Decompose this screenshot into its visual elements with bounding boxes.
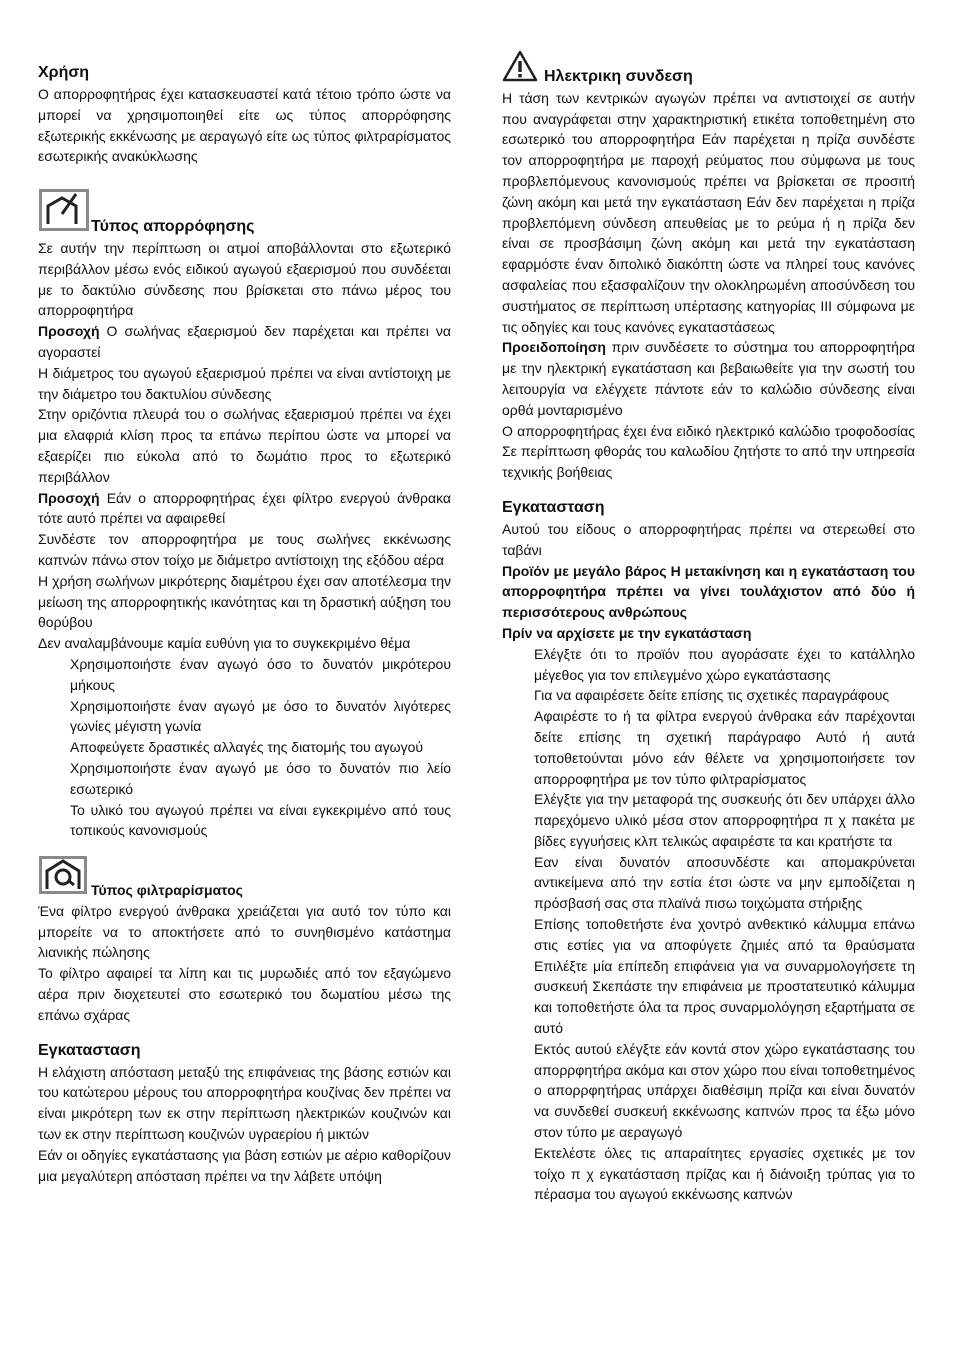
left-column xyxy=(38,62,451,1186)
filter-heading: Τύπος φιλτραρίσματος xyxy=(91,881,243,898)
list-item: Εκτός αυτού ελέγξτε εάν κοντά στον χώρο εγκατάστασης του απορρφητήρα ακόμα και στον χώρο που είναι τοποθετημένος ο απορρφητήρας υπάρχει διαθέσιμη πρίζα και είναι δυνατόν να συνδεθεί συσκευή εκκένωσης καπνών προς τα έξω μόνο στον τύπο με αεραγωγό xyxy=(534,1040,915,1141)
extraction-p4: Στην οριζόντια πλευρά του ο σωλήνας εξαερισμού πρέπει να έχει μια ελαφριά κλίση προς τα επάνω περίπου ώστε να μπορεί να εξαερίζει πιο εύκολα από το δωμάτιο προς το εξωτερικό περιβάλλον xyxy=(38,406,451,485)
usage-text: Ο απορροφητήρας έχει κατασκευαστεί κατά τέτοιο τρόπο ώστε να μπορεί να χρησιμοποιηθεί είτε ως τύπος απορρόφησης εξωτερικής εκκένωσης με αεραγωγό είτε ως τύπος φιλτραρίσματος εσωτερικής ανακύκλωσης xyxy=(38,86,451,165)
heavy-product-warning: Προϊόν με μεγάλο βάρος Η μετακίνηση και η εγκατάσταση του απορροφητήρα πρέπει να γίνει τουλάχιστον από δύο ή περισσότερους ανθρώπους xyxy=(502,562,915,621)
list-item: Ελέγξτε ότι το προϊόν που αγοράσατε έχει το κατάλληλο μέγεθος για τον επιλεγμένο χώρο εγκατάστασης xyxy=(534,645,915,683)
left-install-p1: Η ελάχιστη απόσταση μεταξύ της επιφάνειας της βάσης εστιών και του κατώτερου μέρους του απορροφητήρα κουζίνας δεν πρέπει να είναι μικρότερη των εκ στην περίπτωση ηλεκτρικών κουζινών και των εκ στην περίπτωση κουζινών υγραερίου ή μικτών xyxy=(38,1063,451,1143)
list-item: Χρησιμοποιήστε έναν αγωγό με όσο το δυνατόν λιγότερες γωνίες μέγιστη γωνία xyxy=(70,697,451,735)
list-item: Για να αφαιρέσετε δείτε επίσης τις σχετικές παραγράφους xyxy=(534,687,890,704)
list-item: Χρησιμοποιήστε έναν αγωγό με όσο το δυνατόν πιο λείο εσωτερικό xyxy=(70,759,451,797)
list-item: Ελέγξτε για την μεταφορά της συσκευής ότι δεν υπάρχει άλλο παρεχόμενο υλικό μέσα στον απορροφητήρα π χ πακέτα με βίδες εγγυήσεις κλπ τελικώς αφαιρέστε τα και κρατήστε τα xyxy=(534,791,915,849)
electrical-p2 xyxy=(502,337,915,420)
left-install-heading: Εγκατασταση xyxy=(38,1041,141,1059)
list-item: Εκτελέστε όλες τις απαραίτητες εργασίες σχετικές με τον τοίχο π χ εγκατάσταση πρίζας και ή διάνοιξη τρύπας για το πέρασμα του αγωγού εκκένωσης καπνών xyxy=(534,1144,915,1203)
filter-heading-row xyxy=(38,855,451,901)
extraction-heading-row xyxy=(38,188,451,238)
warning-label: Προσοχή xyxy=(38,489,100,506)
duct-extraction-icon xyxy=(38,188,90,238)
usage-heading: Χρήση xyxy=(38,64,90,81)
list-item: Επίσης τοποθετήστε ένα χοντρό ανθεκτικό κάλυμμα επάνω στις εστίες για να αποφύγετε ζημιές από τα θραύσματα Επιλέξτε μία επίπεδη επιφάνεια για να συναρμολογήσετε τη συσκευή Σκεπάστε την επιφάνεια με προστατευτικό κάλυμμα και τοποθετήστε όλα τα προς συναρμολόγηση εξαρτήματα σε αυτό xyxy=(534,916,915,1037)
extraction-p6: Συνδέστε τον απορροφητήρα με τους σωλήνες εκκένωσης καπνών πάνω στον τοίχο με διάμετρο αντίστοιχη της εξόδου αέρα xyxy=(38,531,451,568)
right-column xyxy=(502,50,915,1205)
right-install-p1: Αυτού του είδους ο απορροφητήρας πρέπει να στερεωθεί στο ταβάνι xyxy=(502,520,915,558)
electrical-p2-text: πριν συνδέσετε το σύστημα του απορροφητήρα με την ηλεκτρική εγκατάσταση και βεβαιωθείτε για την σωστή του λειτουργία να ελέγχετε πάντοτε εάν το καλώδιο σύνδεσης είναι ορθά μονταρισμένο xyxy=(502,339,915,418)
filter-p1: Ένα φίλτρο ενεργού άνθρακα χρειάζεται για αυτό τον τύπο και μπορείτε να το αποκτήσετε από το συνηθισμένο κατάστημα λιανικής πώλησης xyxy=(38,902,451,961)
extraction-heading: Τύπος απορρόφησης xyxy=(91,217,255,235)
list-item: Αφαιρέστε το ή τα φίλτρα ενεργού άνθρακα εάν παρέχονται δείτε επίσης τη σχετική παράγραφο Αυτό ή αυτά τοποθετούνται μόνο εάν θέλετε να χρησιμοποιήσετε τον απορροφητήρα με τον τύπο φιλτραρίσματος xyxy=(534,708,915,787)
warning-triangle-icon xyxy=(502,50,538,88)
electrical-p1: Η τάση των κεντρικών αγωγών πρέπει να αντιστοιχεί σε αυτήν που αναγράφεται στην χαρακτηριστική ετικέτα τοποθετημένη στο εσωτερικό του απορροφητήρα Εάν παρέχεται η πρίζα συνδέστε τον απορροφητήρα με παροχή ρεύματος που σύμφωνα με τους προβλεπόμενους κανονισμούς πρέπει να βρίσκεται σε προσιτή ζώνη ακόμη και μετά την εγκατάσταση Εάν δεν παρέχεται η πρίζα προβλεπόμενη σύνδεση απευθείας με το ρεύμα ή η πρίζα δεν είναι σε προσβάσιμη ζώνη ακόμη και μετά την εγκατάσταση εφαρμόστε έναν διπολικό διακόπτη ώστε να πληρεί τους κανόνες ασφαλείας που εξασφαλίζουν την ολοκληρωμένη αποσύνδεση του συστήματος σε περίπτωση υπέρτασης κατηγορίας ΙΙΙ σύμφωνα με τις οδηγίες και τους κανόνες εγκαταστάσεως xyxy=(502,89,915,335)
extraction-p1: Σε αυτήν την περίπτωση οι ατμοί αποβάλλονται στο εξωτερικό περιβάλλον μέσω ενός ειδικού αγωγού εξαερισμού που συνδέεται με το δακτύλιο σύνδεσης που βρίσκεται στο πάνω μέρος του απορροφητήρα xyxy=(38,239,451,319)
extraction-p5 xyxy=(38,488,451,530)
recirculation-filter-icon xyxy=(38,855,88,901)
list-item: Εαν είναι δυνατόν αποσυνδέστε και απομακρύνεται αντικείμενα από την εστία έτσι ώστε να μην εμποδίζεται η πρόσβασή σας στα πλαϊνά πισω τοιχώματα στήριξης xyxy=(534,853,915,912)
extraction-p3: Η διάμετρος του αγωγού εξαερισμού πρέπει να είναι αντίστοιχη με την διάμετρο του δακτυλίου σύνδεσης xyxy=(38,364,451,402)
electrical-heading-row xyxy=(502,50,915,88)
before-install-subheading: Πρίν να αρχίσετε με την εγκατάσταση xyxy=(502,624,752,641)
filter-p2: Το φίλτρο αφαιρεί τα λίπη και τις μυρωδιές από τον εξαγώμενο αέρα πριν διοχετευτεί στο εσωτερικό του δωματίου μέσω της επάνω σχάρας xyxy=(38,965,451,1023)
electrical-heading: Ηλεκτρικη συνδεση xyxy=(544,67,693,85)
left-install-p2: Εάν οι οδηγίες εγκατάστασης για βάση εστιών με αέριο καθορίζουν μια μεγαλύτερη απόσταση πρέπει να την λάβετε υπόψη xyxy=(38,1146,451,1184)
list-item: Χρησιμοποιήστε έναν αγωγό όσο το δυνατόν μικρότερου μήκους xyxy=(70,655,451,693)
list-item: Το υλικό του αγωγού πρέπει να είναι εγκεκριμένο από τους τοπικούς κανονισμούς xyxy=(70,801,451,839)
warning-label: Προσοχή xyxy=(38,323,100,340)
electrical-p3: Ο απορροφητήρας έχει ένα ειδικό ηλεκτρικό καλώδιο τροφοδοσίας Σε περίπτωση φθοράς του καλωδίου ζητήστε το από την υπηρεσία τεχνικής βοήθειας xyxy=(502,422,915,481)
extraction-p8: Δεν αναλαμβάνουμε καμία ευθύνη για το συγκεκριμένο θέμα xyxy=(38,635,411,652)
extraction-p5-text: Εάν ο απορροφητήρας έχει φίλτρο ενεργού άνθρακα τότε αυτό πρέπει να αφαιρεθεί xyxy=(38,489,451,527)
extraction-p2-text: Ο σωλήνας εξαερισμού δεν παρέχεται και πρέπει να αγοραστεί xyxy=(38,323,451,360)
caution-label: Προειδοποίηση xyxy=(502,339,606,356)
right-install-heading: Εγκατασταση xyxy=(502,498,605,516)
extraction-p2 xyxy=(38,321,451,363)
list-item: Αποφεύγετε δραστικές αλλαγές της διατομής του αγωγού xyxy=(70,739,424,756)
extraction-p7: Η χρήση σωλήνων μικρότερης διαμέτρου έχει σαν αποτέλεσμα την μείωση της απορροφητικής ικανότητας και τη δραστική αύξηση του θορύβου xyxy=(38,572,451,631)
